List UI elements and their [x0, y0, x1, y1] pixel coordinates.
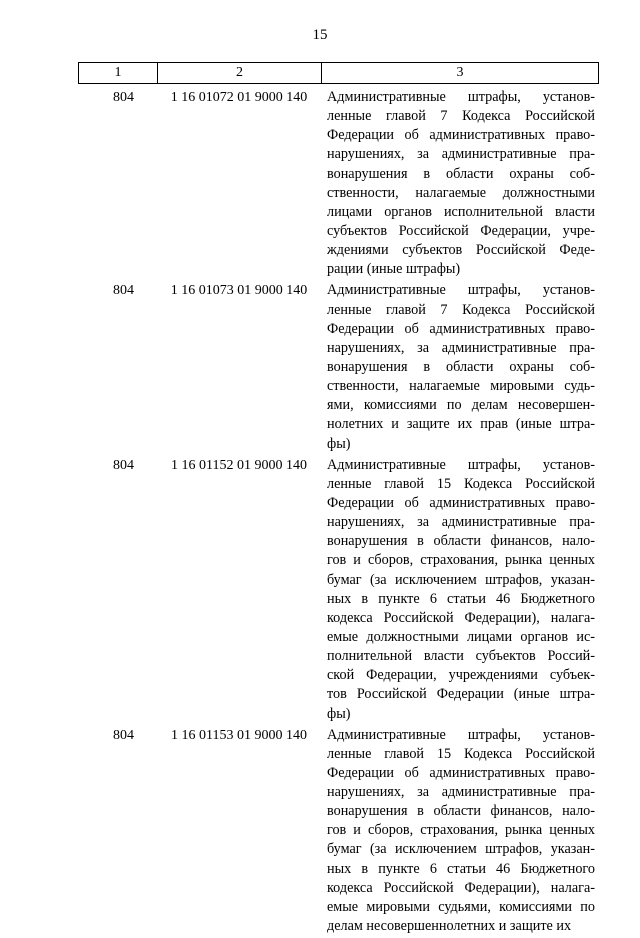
description-line: нарушениях, за административные пра-	[327, 514, 595, 531]
kbk-code-cell: 1 16 01152 01 9000 140	[171, 457, 307, 473]
description-line: Административные штрафы, установ-	[327, 456, 595, 473]
admin-code-cell: 804	[113, 283, 134, 299]
description-line: субъектов Российской Федерации, учре-	[327, 222, 595, 239]
description-line: вонарушения в области охраны соб-	[327, 358, 595, 375]
description-line: ственности, налагаемые должностными	[327, 184, 595, 201]
kbk-code-cell: 1 16 01073 01 9000 140	[170, 283, 308, 299]
description-line: лицами органов исполнительной власти	[327, 203, 595, 220]
description-line: кодекса Российской Федерации), налага-	[327, 609, 595, 626]
description-line: ленные главой 15 Кодекса Российской	[327, 475, 595, 492]
page-number: 15	[312, 27, 328, 43]
admin-code-cell: 804	[113, 90, 134, 105]
description-line: бумаг (за исключением штрафов, указан-	[327, 841, 595, 858]
description-line: нарушениях, за административные пра-	[327, 784, 595, 801]
description-line: кодекса Российской Федерации), налага-	[327, 879, 595, 896]
description-line: ных в пункте 6 статьи 46 Бюджетного	[327, 860, 595, 877]
table-header	[78, 62, 599, 84]
description-line: Федерации об административных право-	[327, 494, 595, 511]
description-line: ственности, налагаемые мировыми судь-	[327, 378, 595, 395]
description-line: Административные штрафы, установ-	[327, 726, 595, 743]
description-line: ской Федерации, учреждениями субъек-	[327, 667, 595, 684]
description-line: Административные штрафы, установ-	[327, 89, 595, 105]
description-line: вонарушения в области финансов, нало-	[327, 803, 595, 820]
header-col-2: 2	[158, 63, 322, 83]
description-cell	[327, 88, 595, 279]
description-line: нолетних и защите их прав (иные штра-	[327, 416, 595, 433]
kbk-code-cell: 1 16 01153 01 9000 140	[171, 727, 307, 743]
table-row	[78, 281, 599, 453]
admin-code-cell: 804	[113, 727, 134, 743]
table-row	[78, 456, 599, 724]
description-line: вонарушения в области охраны соб-	[327, 165, 595, 182]
kbk-code-cell: 1 16 01072 01 9000 140	[170, 90, 308, 105]
description-line: делам несовершеннолетних и защите их	[327, 918, 572, 935]
description-line: емые мировыми судьями, комиссиями по	[327, 898, 595, 915]
description-line: рации (иные штрафы)	[327, 261, 461, 278]
description-line: ями, комиссиями по делам несовершен-	[327, 397, 595, 414]
description-line: бумаг (за исключением штрафов, указан-	[327, 571, 595, 588]
header-col-3: 3	[456, 65, 464, 80]
description-line: нарушениях, за административные пра-	[327, 146, 595, 163]
description-cell	[327, 281, 595, 453]
description-line: Административные штрафы, установ-	[327, 282, 595, 299]
admin-code-cell: 804	[113, 457, 134, 473]
description-cell	[327, 456, 595, 724]
description-line: Федерации об административных право-	[327, 764, 595, 781]
description-line: нарушениях, за административные пра-	[327, 339, 595, 356]
description-line: фы)	[327, 435, 351, 452]
header-col-1: 1	[79, 63, 158, 83]
description-line: полнительной власти субъектов Россий-	[327, 648, 595, 665]
description-line: вонарушения в области финансов, нало-	[327, 533, 595, 550]
description-line: гов и сборов, страхования, рынка ценных	[327, 552, 595, 569]
description-line: ждениями субъектов Российской Феде-	[327, 242, 595, 259]
description-line: ленные главой 7 Кодекса Российской	[327, 108, 595, 125]
description-line: ленные главой 7 Кодекса Российской	[327, 301, 595, 318]
description-line: Федерации об административных право-	[327, 127, 595, 144]
table-body	[78, 88, 599, 938]
table-row	[78, 88, 599, 279]
description-line: ленные главой 15 Кодекса Российской	[327, 745, 595, 762]
description-line: фы)	[327, 705, 351, 722]
description-line: емые должностными лицами органов ис-	[327, 628, 595, 645]
description-line: Федерации об административных право-	[327, 320, 595, 337]
description-line: гов и сборов, страхования, рынка ценных	[327, 822, 595, 839]
description-line: тов Российской Федерации (иные штра-	[327, 686, 595, 703]
description-line: ных в пункте 6 статьи 46 Бюджетного	[327, 590, 595, 607]
